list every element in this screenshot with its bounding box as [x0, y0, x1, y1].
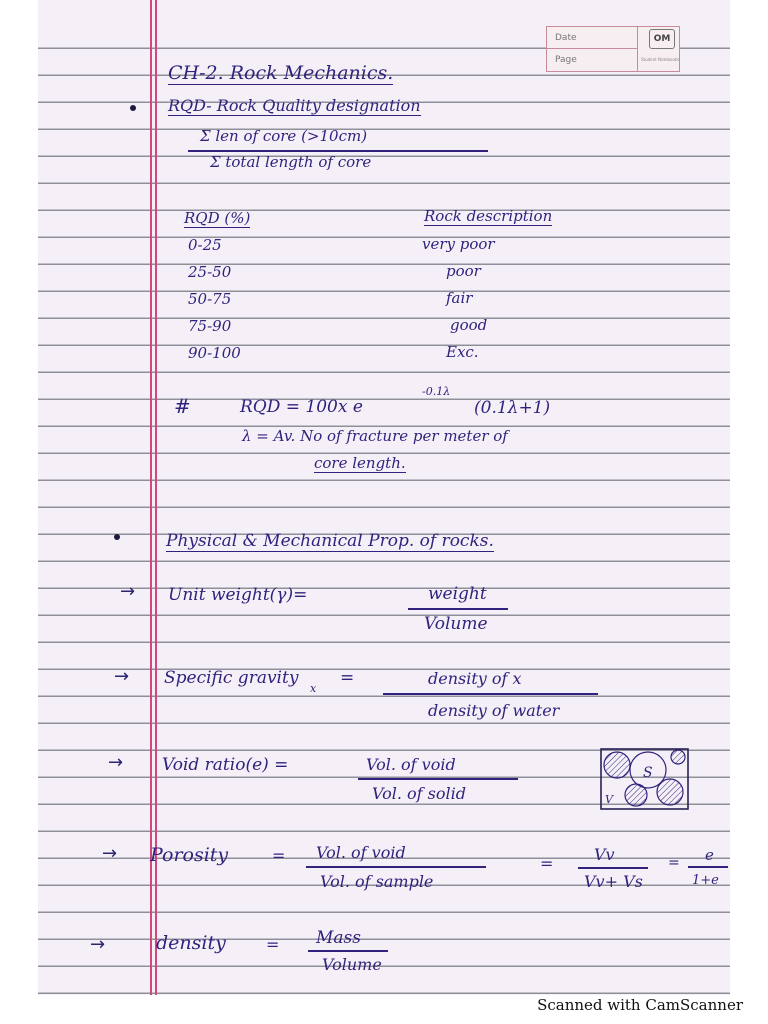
brand-logo: OM	[649, 29, 675, 49]
equals-sign: =	[668, 855, 680, 871]
equals-sign: =	[540, 854, 554, 873]
unit-weight-numerator: weight	[428, 584, 487, 604]
hash-mark: #	[174, 394, 191, 418]
rqd-range: 50-75	[188, 290, 232, 308]
fraction-bar	[308, 950, 388, 952]
rqd-equation-rhs: (0.1λ+1)	[474, 398, 551, 418]
void-ratio-denominator: Vol. of solid	[372, 784, 466, 803]
soil-phase-sketch	[600, 748, 689, 810]
equals-sign: =	[272, 846, 286, 865]
void-ratio-lhs: Void ratio(e) =	[162, 755, 289, 775]
specific-gravity-lhs: Specific gravity	[164, 668, 299, 688]
unit-weight-lhs: Unit weight(γ)=	[168, 585, 308, 605]
rqd-range: 75-90	[188, 317, 232, 335]
unit-weight-denominator: Volume	[424, 614, 488, 634]
porosity-denominator: Vol. of sample	[320, 872, 434, 891]
porosity-denominator-ratio: 1+e	[692, 873, 719, 888]
rqd-desc: poor	[446, 262, 481, 280]
lambda-definition-cont: core length.	[314, 454, 406, 472]
porosity-lhs: Porosity	[150, 844, 229, 866]
rqd-equation-exponent: -0.1λ	[422, 385, 451, 398]
scanner-watermark: Scanned with CamScanner	[537, 996, 743, 1014]
brand-tagline: Student Notebooks	[641, 57, 680, 62]
fraction-bar	[688, 866, 728, 868]
arrow-icon: →	[120, 581, 136, 602]
specific-gravity-subscript: x	[310, 682, 317, 695]
table-header-rqd: RQD (%)	[184, 209, 251, 227]
bullet	[130, 105, 136, 111]
rqd-desc: fair	[446, 289, 473, 307]
porosity-numerator: Vol. of void	[316, 843, 406, 862]
density-numerator: Mass	[316, 928, 361, 948]
density-lhs: density	[156, 932, 226, 954]
fraction-bar	[358, 778, 518, 780]
lambda-definition: λ = Av. No of fracture per meter of	[242, 427, 508, 445]
density-denominator: Volume	[322, 955, 382, 974]
notebook-page	[38, 0, 730, 995]
fraction-bar	[408, 608, 508, 610]
fraction-bar	[188, 150, 488, 152]
rqd-desc: Exc.	[446, 343, 479, 361]
page-title: CH-2. Rock Mechanics.	[168, 62, 394, 84]
rqd-desc: very poor	[422, 235, 495, 253]
box-divider	[637, 27, 638, 71]
equals-sign: =	[340, 668, 355, 688]
arrow-icon: →	[102, 843, 118, 864]
bullet	[114, 534, 120, 540]
sketch-label-solid: S	[643, 765, 653, 781]
porosity-numerator-symbolic: Vv	[594, 845, 615, 864]
rqd-desc: good	[450, 316, 488, 334]
fraction-bar	[306, 866, 486, 868]
props-heading: Physical & Mechanical Prop. of rocks.	[166, 531, 494, 551]
rqd-formula-denominator: Σ total length of core	[210, 153, 372, 171]
rqd-range: 0-25	[188, 236, 222, 254]
arrow-icon: →	[108, 752, 124, 773]
rqd-heading: RQD- Rock Quality designation	[168, 96, 421, 115]
specific-gravity-numerator: density of x	[428, 669, 522, 688]
arrow-icon: →	[114, 666, 130, 687]
equals-sign: =	[266, 935, 280, 954]
fraction-bar	[383, 693, 598, 695]
porosity-numerator-ratio: e	[705, 846, 714, 864]
date-page-box	[546, 26, 680, 72]
void-ratio-numerator: Vol. of void	[366, 755, 456, 774]
date-label: Date	[547, 27, 637, 49]
rqd-range: 90-100	[188, 344, 241, 362]
porosity-denominator-symbolic: Vv+ Vs	[584, 872, 643, 891]
arrow-icon: →	[90, 934, 106, 955]
rqd-formula-numerator: Σ len of core (>10cm)	[200, 127, 368, 145]
page-label: Page	[555, 55, 577, 65]
rqd-equation-lhs: RQD = 100x e	[240, 397, 363, 417]
fraction-bar	[578, 867, 648, 869]
table-header-description: Rock description	[424, 207, 553, 225]
sketch-label-void: V	[605, 793, 613, 806]
rqd-range: 25-50	[188, 263, 232, 281]
specific-gravity-denominator: density of water	[428, 701, 560, 720]
